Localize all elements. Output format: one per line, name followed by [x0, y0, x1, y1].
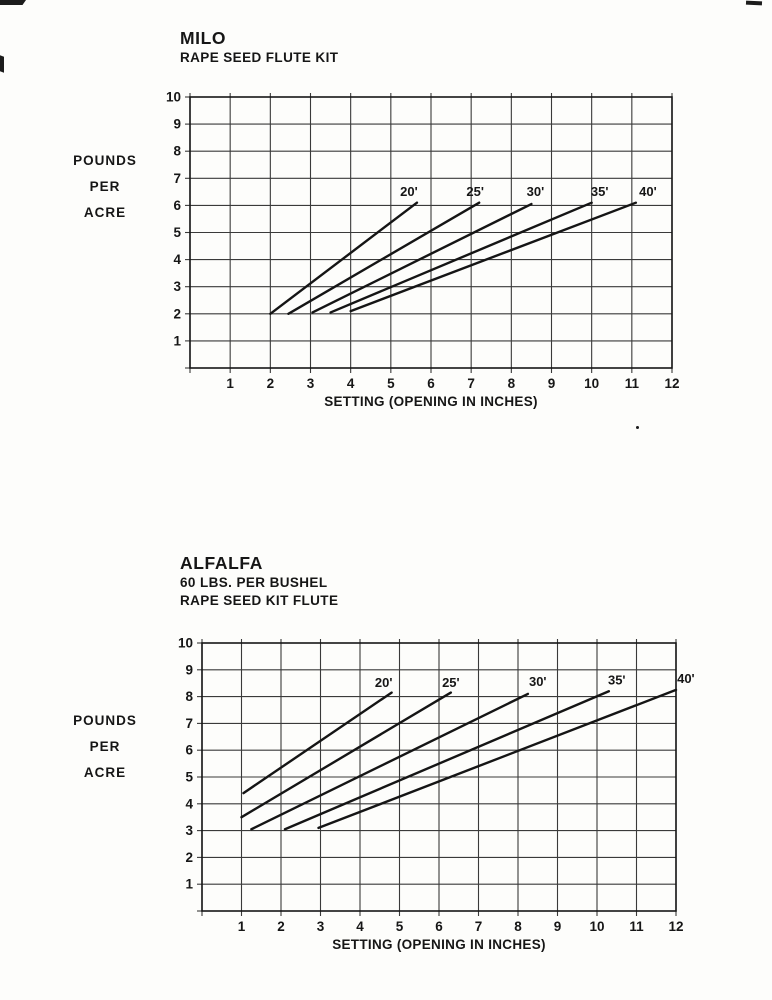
- x-axis-title: SETTING (OPENING IN INCHES): [324, 394, 538, 409]
- series-line-20: [243, 693, 391, 794]
- x-tick-label: 7: [467, 376, 475, 391]
- series-label: 25': [466, 183, 484, 199]
- y-tick-label: 8: [185, 689, 193, 705]
- series-label: 20': [400, 183, 418, 199]
- y-tick-label: 10: [177, 635, 193, 651]
- y-tick-label: 2: [185, 849, 193, 865]
- chart-title: ALFALFA: [180, 553, 263, 573]
- chart-title: MILO: [180, 28, 227, 48]
- y-tick-label: 8: [173, 143, 181, 159]
- series-label: 30': [528, 673, 547, 689]
- x-tick-label: 4: [356, 919, 364, 934]
- y-tick-label: 7: [185, 715, 193, 731]
- series-label: 40': [677, 671, 695, 687]
- y-axis-title: [60, 708, 150, 786]
- series-label: 35': [607, 672, 626, 688]
- series-label: 40': [639, 183, 657, 199]
- y-tick-label: 10: [165, 89, 181, 105]
- chart-subtitle: RAPE SEED FLUTE KIT: [180, 50, 339, 65]
- x-tick-label: 6: [427, 376, 435, 391]
- x-tick-label: 12: [664, 376, 680, 391]
- alfalfa-plot: [167, 633, 712, 968]
- x-axis-title: SETTING (OPENING IN INCHES): [332, 937, 546, 952]
- y-axis-title: [60, 148, 150, 226]
- scan-artifact: [746, 1, 762, 6]
- series-label: 30': [526, 183, 545, 199]
- series-label: 35': [590, 183, 609, 199]
- y-axis-title-line: ACRE: [83, 205, 127, 220]
- y-axis-title-line: PER: [89, 179, 121, 194]
- chart-subtitle: RAPE SEED KIT FLUTE: [180, 593, 339, 608]
- x-tick-label: 11: [624, 376, 639, 391]
- scan-artifact: [0, 0, 26, 5]
- x-tick-label: 2: [266, 376, 275, 391]
- series-line-35: [331, 203, 592, 313]
- x-tick-label: 11: [629, 919, 644, 934]
- x-tick-label: 1: [237, 919, 246, 934]
- y-tick-label: 6: [185, 742, 193, 758]
- y-tick-label: 7: [173, 170, 181, 186]
- x-tick-label: 1: [226, 376, 234, 391]
- series-line-40: [319, 690, 676, 828]
- x-tick-label: 3: [316, 919, 325, 934]
- y-axis-title-line: POUNDS: [73, 153, 137, 168]
- milo-title-block: [180, 27, 338, 67]
- x-tick-label: 10: [589, 919, 605, 934]
- y-tick-label: 2: [173, 306, 181, 322]
- y-tick-label: 5: [173, 225, 181, 240]
- x-tick-label: 2: [277, 919, 285, 934]
- y-axis-title-line: ACRE: [83, 765, 127, 780]
- milo-plot: [155, 88, 685, 420]
- y-tick-label: 4: [173, 252, 181, 268]
- x-tick-label: 12: [668, 919, 684, 934]
- series-label: 25': [442, 675, 460, 691]
- x-tick-label: 5: [387, 376, 395, 391]
- y-tick-label: 3: [173, 279, 181, 295]
- scan-artifact: [0, 55, 4, 72]
- alfalfa-title-block: [180, 552, 338, 610]
- y-tick-label: 3: [185, 823, 193, 839]
- y-tick-label: 4: [185, 796, 193, 812]
- y-tick-label: 1: [185, 876, 193, 892]
- y-tick-label: 9: [185, 662, 193, 678]
- y-tick-label: 5: [185, 769, 193, 785]
- series-label: 20': [374, 675, 393, 691]
- series-line-35: [285, 691, 609, 829]
- x-tick-label: 9: [547, 376, 556, 391]
- x-tick-label: 8: [514, 919, 522, 934]
- series-line-30: [251, 694, 528, 829]
- series-line-40: [351, 203, 636, 311]
- x-tick-label: 5: [395, 919, 404, 934]
- series-line-25: [242, 693, 451, 818]
- y-tick-label: 9: [173, 116, 181, 132]
- y-axis-title-line: POUNDS: [73, 713, 137, 728]
- x-tick-label: 6: [435, 919, 443, 934]
- scan-artifact: [636, 426, 639, 429]
- x-tick-label: 4: [346, 376, 355, 391]
- x-tick-label: 9: [553, 919, 562, 934]
- y-axis-title-line: PER: [89, 739, 121, 754]
- y-tick-label: 6: [173, 197, 181, 213]
- x-tick-label: 3: [306, 376, 315, 391]
- y-tick-label: 1: [173, 333, 181, 349]
- x-tick-label: 10: [584, 376, 600, 391]
- x-tick-label: 8: [507, 376, 516, 391]
- series-line-25: [288, 203, 479, 314]
- x-tick-label: 7: [474, 919, 483, 934]
- chart-subtitle: 60 LBS. PER BUSHEL: [180, 575, 328, 590]
